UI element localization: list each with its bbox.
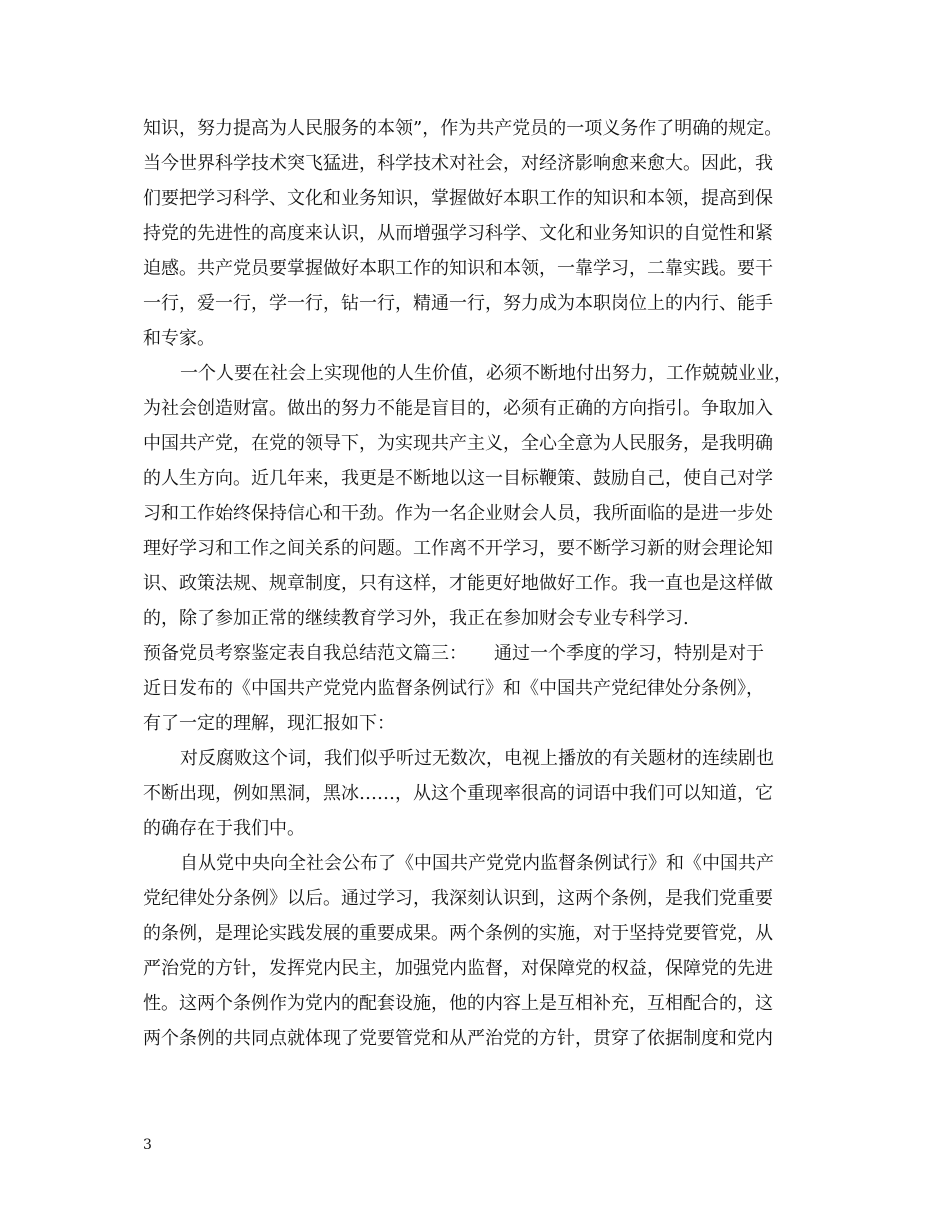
text-line: 和专家。: [143, 328, 215, 349]
text-line: 近日发布的《中国共产党党内监督条例试行》和《中国共产党纪律处分条例》，: [143, 678, 764, 699]
text-line: 们要把学习科学、文化和业务知识，掌握做好本职工作的知识和本领，提高到保: [143, 188, 773, 209]
text-line: 知识，努力提高为人民服务的本领”，作为共产党员的一项义务作了明确的规定。: [143, 118, 783, 139]
text-line: 当今世界科学技术突飞猛进，科学技术对社会，对经济影响愈来愈大。因此，我: [143, 153, 773, 174]
text-line: 性。这两个条例作为党内的配套设施，他的内容上是互相补充，互相配合的，这: [143, 993, 773, 1014]
paragraph-first-line: 自从党中央向全社会公布了《中国共产党党内监督条例试行》和《中国共产: [180, 853, 774, 874]
text-line: 一行，爱一行，学一行，钻一行，精通一行，努力成为本职岗位上的内行、能手: [143, 293, 773, 314]
text-line: 理好学习和工作之间关系的问题。工作离不开学习，要不断学习新的财会理论知: [143, 538, 773, 559]
section-heading-line: 预备党员考察鉴定表自我总结范文篇三： 通过一个季度的学习，特别是对于: [143, 643, 764, 664]
text-line: 持党的先进性的高度来认识，从而增强学习科学、文化和业务知识的自觉性和紧: [143, 223, 773, 244]
text-line: 的条例，是理论实践发展的重要成果。两个条例的实施，对于坚持党要管党，从: [143, 923, 773, 944]
text-line: 为社会创造财富。做出的努力不能是盲目的，必须有正确的方向指引。争取加入: [143, 398, 773, 419]
text-line: 两个条例的共同点就体现了党要管党和从严治党的方针，贯穿了依据制度和党内: [143, 1028, 773, 1049]
text-line: 中国共产党，在党的领导下，为实现共产主义，全心全意为人民服务，是我明确: [143, 433, 773, 454]
text-line: 的确存在于我们中。: [143, 818, 305, 839]
page-number: 3: [143, 1137, 152, 1153]
text-line: 习和工作始终保持信心和干劲。作为一名企业财会人员，我所面临的是进一步处: [143, 503, 773, 524]
text-line: 有了一定的理解，现汇报如下：: [143, 713, 395, 734]
text-line: 党纪律处分条例》以后。通过学习，我深刻认识到，这两个条例，是我们党重要: [143, 888, 773, 909]
paragraph-first-line: 对反腐败这个词，我们似乎听过无数次，电视上播放的有关题材的连续剧也: [180, 748, 774, 769]
text-line: 识、政策法规、规章制度，只有这样，才能更好地做好工作。我一直也是这样做: [143, 573, 773, 594]
text-line: 的，除了参加正常的继续教育学习外，我正在参加财会专业专科学习.: [143, 608, 689, 629]
text-line: 迫感。共产党员要掌握做好本职工作的知识和本领，一靠学习，二靠实践。要干: [143, 258, 773, 279]
text-line: 不断出现，例如黑洞，黑冰……，从这个重现率很高的词语中我们可以知道，它: [143, 783, 773, 804]
paragraph-first-line: 一个人要在社会上实现他的人生价值，必须不断地付出努力，工作兢兢业业，: [180, 363, 792, 384]
text-line: 的人生方向。近几年来，我更是不断地以这一目标鞭策、鼓励自己，使自己对学: [143, 468, 773, 489]
text-line: 严治党的方针，发挥党内民主，加强党内监督，对保障党的权益，保障党的先进: [143, 958, 773, 979]
